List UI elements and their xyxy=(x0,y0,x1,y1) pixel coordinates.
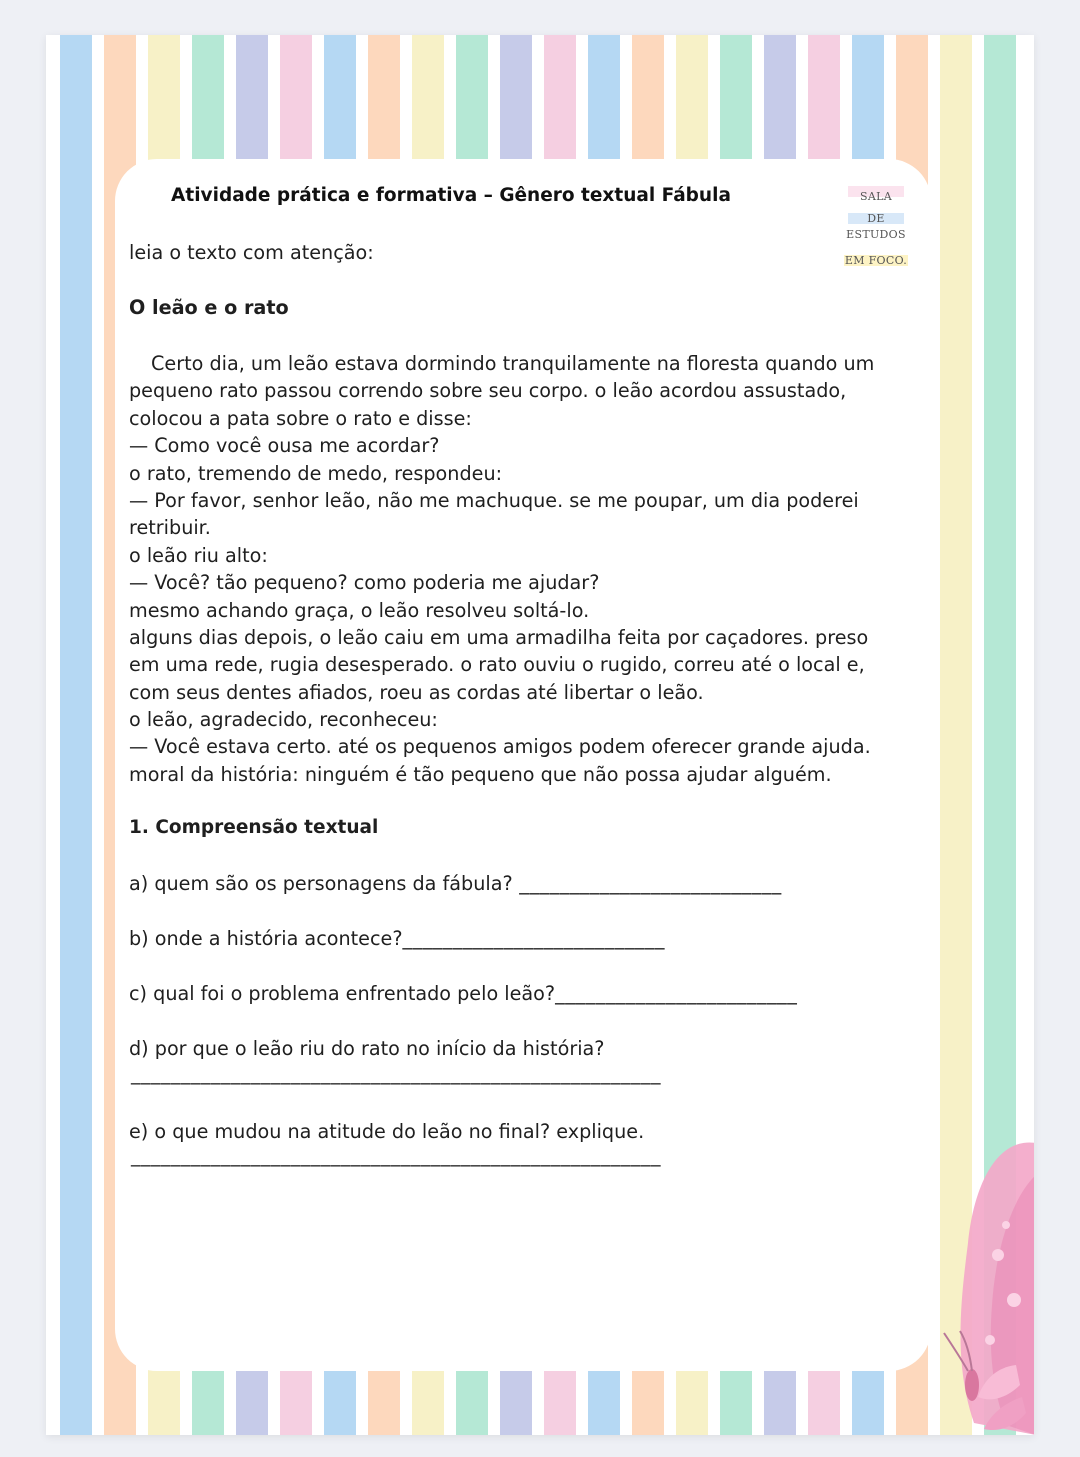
worksheet-page xyxy=(46,35,1034,1435)
answer-line-e[interactable]: _____________________________________________________ xyxy=(131,1145,661,1167)
story-line: — Como você ousa me acordar? xyxy=(129,434,440,458)
story-line: mesmo achando graça, o leão resolveu soltá-lo. xyxy=(129,598,590,622)
butterfly-icon xyxy=(944,1142,1034,1435)
story-line: em uma rede, rugia desesperado. o rato ouviu o rugido, correu até o local e, xyxy=(129,653,865,677)
logo-word: SALA xyxy=(860,190,892,203)
question-text: a) quem são os personagens da fábula? xyxy=(129,872,513,895)
story-line: alguns dias depois, o leão caiu em uma armadilha feita por caçadores. preso xyxy=(129,625,869,649)
pink-butterfly-decoration xyxy=(886,1135,1034,1435)
page-title: Atividade prática e formativa – Gênero textual Fábula xyxy=(171,185,731,206)
question-text: c) qual foi o problema enfrentado pelo leão? xyxy=(129,982,556,1005)
question-b xyxy=(129,927,665,950)
section-title: 1. Compreensão textual xyxy=(129,817,379,838)
question-text: d) por que o leão riu do rato no início da história? xyxy=(129,1037,605,1060)
story-title: O leão e o rato xyxy=(129,296,289,319)
story-line: com seus dentes afiados, roeu as cordas até libertar o leão. xyxy=(129,680,704,704)
story-text xyxy=(129,350,929,788)
story-line: — Você? tão pequeno? como poderia me ajudar? xyxy=(129,571,600,595)
story-line: Certo dia, um leão estava dormindo tranquilamente na floresta quando um xyxy=(151,352,875,375)
question-c xyxy=(129,982,797,1005)
answer-blank[interactable]: __________________________ xyxy=(402,927,665,950)
answer-line-d[interactable]: _____________________________________________________ xyxy=(131,1063,661,1085)
answer-blank[interactable]: __________________________ xyxy=(512,872,782,895)
question-d xyxy=(129,1037,604,1060)
question-e xyxy=(129,1120,644,1143)
story-line: pequeno rato passou correndo sobre seu corpo. o leão acordou assustado, xyxy=(129,379,847,403)
story-line: colocou a pata sobre o rato e disse: xyxy=(129,406,472,430)
story-line: moral da história: ninguém é tão pequeno que não possa ajudar alguém. xyxy=(129,762,832,786)
story-line: o leão, agradecido, reconheceu: xyxy=(129,708,438,732)
logo-word: EM FOCO. xyxy=(844,254,908,267)
story-line: — Por favor, senhor leão, não me machuque. se me poupar, um dia poderei xyxy=(129,488,859,512)
answer-blank[interactable]: ________________________ xyxy=(555,982,798,1005)
story-line: retribuir. xyxy=(129,516,211,540)
logo-word: ESTUDOS xyxy=(846,228,906,241)
story-line: — Você estava certo. até os pequenos amigos podem oferecer grande ajuda. xyxy=(129,735,871,759)
sala-de-estudos-logo xyxy=(830,183,922,273)
story-line: o leão riu alto: xyxy=(129,543,268,567)
reading-instruction: leia o texto com atenção: xyxy=(129,241,374,264)
question-a xyxy=(129,872,782,895)
question-text: b) onde a história acontece? xyxy=(129,927,403,950)
question-text: e) o que mudou na atitude do leão no final? explique. xyxy=(129,1120,645,1143)
logo-word: DE xyxy=(867,212,885,225)
stripe xyxy=(60,35,92,1435)
story-line: o rato, tremendo de medo, respondeu: xyxy=(129,461,503,485)
